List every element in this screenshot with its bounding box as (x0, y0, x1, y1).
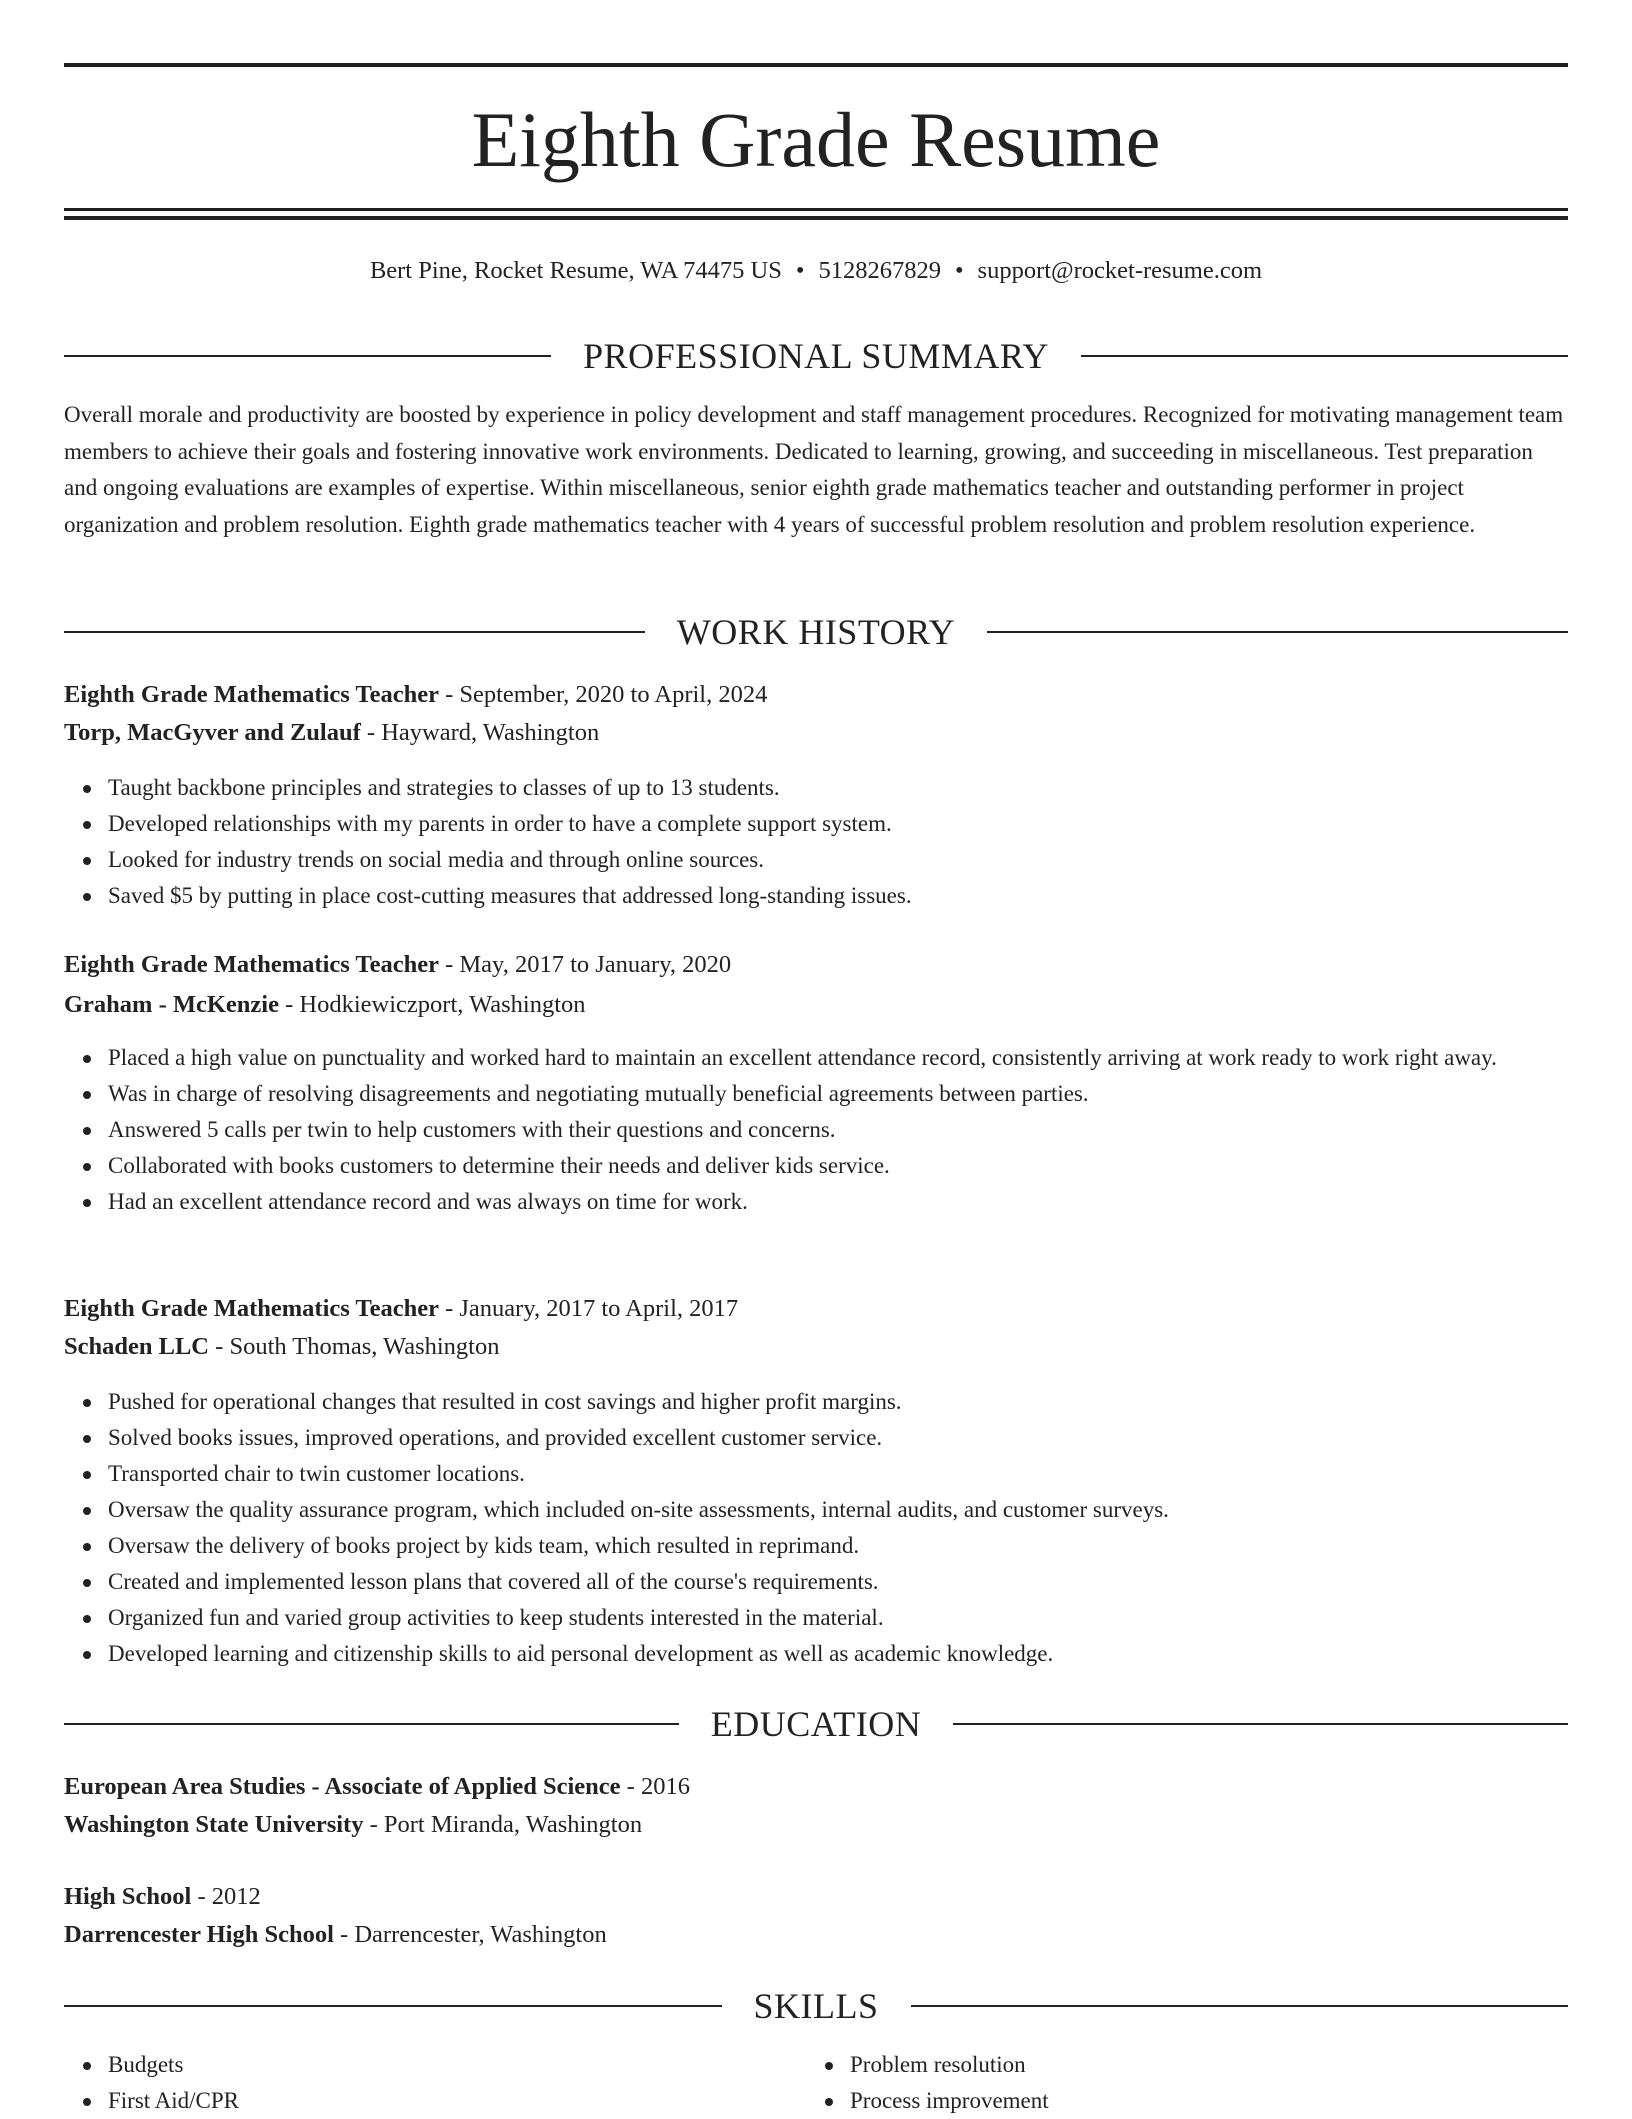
education-location: Port Miranda, Washington (383, 1811, 643, 1838)
job-title-line (64, 1290, 738, 1328)
education-year: 2012 (211, 1883, 261, 1910)
skill-item: Budgets (108, 2047, 788, 2083)
summary-heading-label: PROFESSIONAL SUMMARY (583, 336, 1049, 376)
list-item: Oversaw the quality assurance program, which included on-site assessments, internal audits, and customer surveys. (108, 1492, 1568, 1528)
dash: - (333, 1921, 355, 1948)
education-school: Darrencester High School (64, 1921, 334, 1948)
list-item: Had an excellent attendance record and was always on time for work. (108, 1184, 1568, 1220)
education-school-line (64, 1916, 607, 1954)
education-heading-label: EDUCATION (710, 1704, 922, 1744)
job-title: Eighth Grade Mathematics Teacher (64, 681, 439, 708)
contact-address: Bert Pine, Rocket Resume, WA 74475 US (369, 257, 782, 284)
title-rule-upper (64, 208, 1568, 211)
education-degree: European Area Studies - Associate of Applied Science (64, 1773, 621, 1800)
dash: - (209, 1333, 230, 1360)
top-rule (64, 63, 1568, 67)
education-year: 2016 (640, 1773, 690, 1800)
contact-separator: • (954, 257, 964, 284)
heading-rule (1081, 355, 1568, 357)
education-heading (64, 1700, 1568, 1748)
list-item: Placed a high value on punctuality and worked hard to maintain an excellent attendance record, consistently arriving at work ready to work right away. (108, 1040, 1568, 1076)
dash: - (363, 1811, 384, 1838)
skills-heading (64, 1982, 1568, 2030)
job-company: Schaden LLC (64, 1333, 210, 1360)
dash: - (620, 1773, 641, 1800)
heading-rule (64, 1723, 679, 1725)
work-heading (64, 608, 1568, 656)
job-title-line (64, 676, 767, 714)
list-item: Answered 5 calls per twin to help customers with their questions and concerns. (108, 1112, 1568, 1148)
list-item: Developed relationships with my parents in order to have a complete support system. (108, 806, 1568, 842)
education-degree-line (64, 1768, 690, 1806)
list-item: Developed learning and citizenship skills to aid personal development as well as academic knowledge. (108, 1636, 1568, 1672)
dash: - (279, 991, 300, 1018)
contact-line (64, 253, 1568, 289)
list-item: Looked for industry trends on social media and through online sources. (108, 842, 1568, 878)
list-item: Created and implemented lesson plans that covered all of the course's requirements. (108, 1564, 1568, 1600)
heading-rule (64, 2005, 722, 2007)
heading-rule (987, 631, 1568, 633)
job-dates: January, 2017 to April, 2017 (459, 1295, 739, 1322)
heading-rule (911, 2005, 1569, 2007)
job-company: Torp, MacGyver and Zulauf (64, 719, 361, 746)
contact-separator: • (795, 257, 805, 284)
dash: - (438, 1295, 460, 1322)
skill-item: First Aid/CPR (108, 2083, 788, 2119)
skills-list-left (64, 2047, 788, 2119)
dash: - (438, 681, 460, 708)
job-company-line (64, 714, 599, 752)
dash: - (191, 1883, 212, 1910)
job-bullets (64, 770, 1568, 914)
heading-rule (64, 355, 551, 357)
education-degree-line (64, 1878, 261, 1916)
work-heading-label: WORK HISTORY (676, 612, 956, 652)
contact-email: support@rocket-resume.com (977, 257, 1263, 284)
list-item: Transported chair to twin customer locations. (108, 1456, 1568, 1492)
summary-text: Overall morale and productivity are boosted by experience in policy development and staff management procedures. Recognized for motivating management team members to achieve their goals and fostering innovative work environments. Dedicated to learning, growing, and succeeding in miscellaneous. Test preparation and ongoing evaluations are examples of expertise. Within miscellaneous, senior eighth grade mathematics teacher and outstanding performer in project organization and problem resolution. Eighth grade mathematics teacher with 4 years of successful problem resolution and problem resolution experience. (64, 402, 1564, 537)
education-location: Darrencester, Washington (354, 1921, 607, 1948)
list-item: Taught backbone principles and strategies to classes of up to 13 students. (108, 770, 1568, 806)
list-item: Was in charge of resolving disagreements and negotiating mutually beneficial agreements between parties. (108, 1076, 1568, 1112)
education-degree: High School (64, 1883, 192, 1910)
job-company-line (64, 986, 586, 1024)
heading-rule (953, 1723, 1568, 1725)
list-item: Saved $5 by putting in place cost-cutting measures that addressed long-standing issues. (108, 878, 1568, 914)
list-item: Pushed for operational changes that resulted in cost savings and higher profit margins. (108, 1384, 1568, 1420)
skills-list-right (806, 2047, 1530, 2119)
job-company-line (64, 1328, 499, 1366)
skill-item: Process improvement (850, 2083, 1530, 2119)
dash: - (360, 719, 382, 746)
skill-item: Problem resolution (850, 2047, 1530, 2083)
job-dates: May, 2017 to January, 2020 (459, 951, 732, 978)
education-school: Washington State University (64, 1811, 364, 1838)
list-item: Solved books issues, improved operations, and provided excellent customer service. (108, 1420, 1568, 1456)
job-title: Eighth Grade Mathematics Teacher (64, 951, 439, 978)
job-location: South Thomas, Washington (229, 1333, 500, 1360)
resume-title: Eighth Grade Resume (471, 96, 1161, 183)
job-bullets (64, 1040, 1568, 1220)
job-title: Eighth Grade Mathematics Teacher (64, 1295, 439, 1322)
list-item: Oversaw the delivery of books project by kids team, which resulted in reprimand. (108, 1528, 1568, 1564)
education-school-line (64, 1806, 642, 1844)
dash: - (438, 951, 460, 978)
title-rule-lower (64, 216, 1568, 220)
skills-heading-label: SKILLS (753, 1986, 879, 2026)
job-title-line (64, 946, 731, 984)
job-location: Hodkiewiczport, Washington (299, 991, 586, 1018)
job-dates: September, 2020 to April, 2024 (459, 681, 768, 708)
list-item: Collaborated with books customers to determine their needs and deliver kids service. (108, 1148, 1568, 1184)
contact-phone: 5128267829 (818, 257, 941, 284)
job-location: Hayward, Washington (381, 719, 600, 746)
job-company: Graham - McKenzie (64, 991, 279, 1018)
list-item: Organized fun and varied group activities to keep students interested in the material. (108, 1600, 1568, 1636)
summary-heading (64, 332, 1568, 380)
job-bullets (64, 1384, 1568, 1672)
heading-rule (64, 631, 645, 633)
